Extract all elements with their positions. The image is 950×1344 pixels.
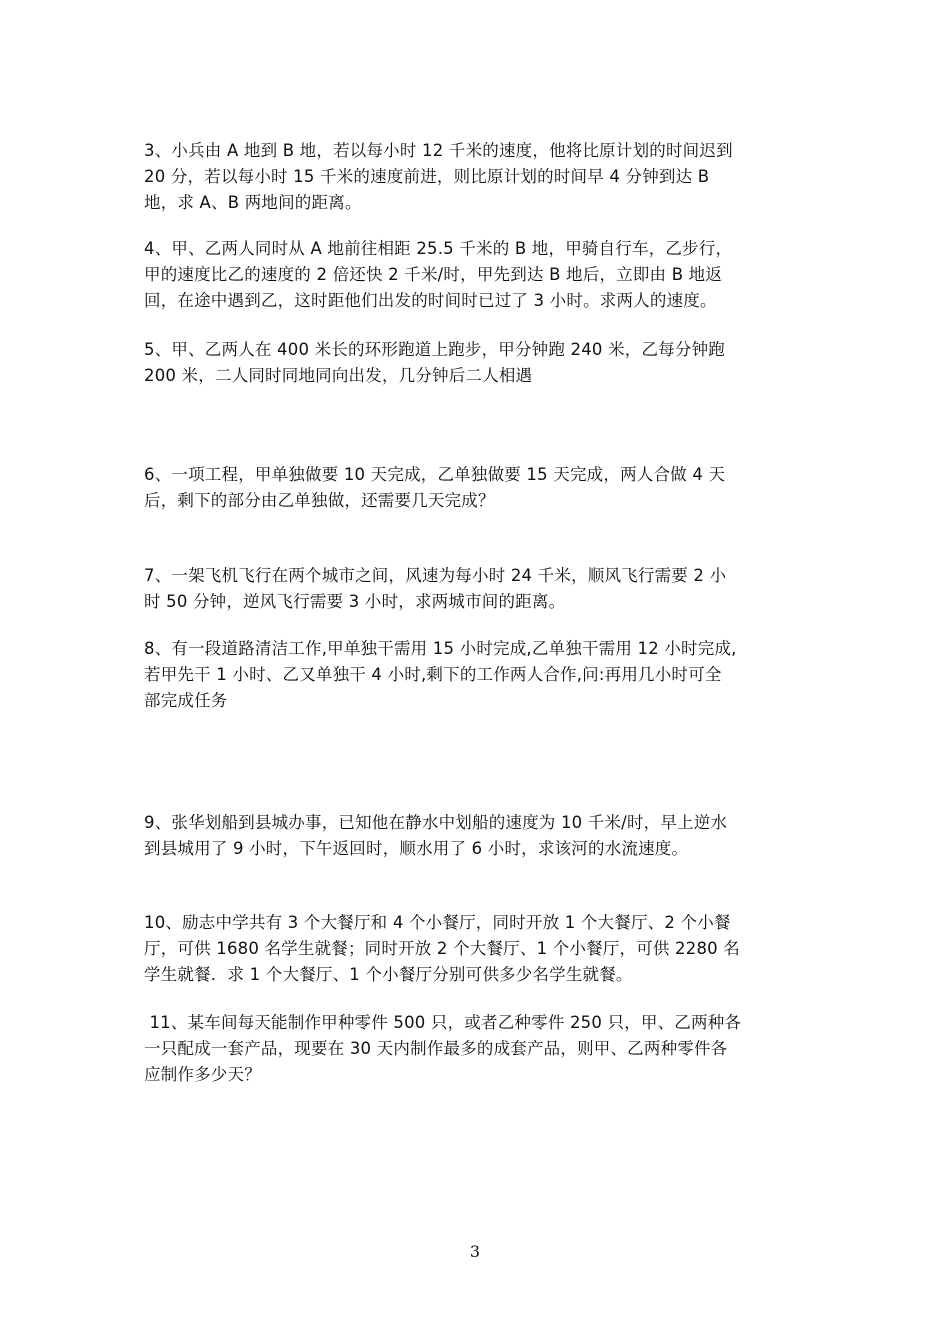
problem-line: 10、励志中学共有 3 个大餐厅和 4 个小餐厅，同时开放 1 个大餐厅、2 个小餐 bbox=[144, 913, 731, 932]
problem-line: 6、一项工程，甲单独做要 10 天完成，乙单独做要 15 天完成，两人合做 4 天 bbox=[144, 465, 726, 484]
problem-line: 5、甲、乙两人在 400 米长的环形跑道上跑步，甲分钟跑 240 米，乙每分钟跑 bbox=[144, 340, 725, 359]
problem-line: 11、某车间每天能制作甲种零件 500 只，或者乙种零件 250 只，甲、乙两种各 bbox=[144, 1013, 742, 1032]
problem-line: 地，求 A、B 两地间的距离。 bbox=[144, 193, 362, 212]
problem-line: 200 米，二人同时同地同向出发，几分钟后二人相遇 bbox=[144, 366, 533, 385]
problem-7 bbox=[144, 563, 814, 615]
problem-line: 后，剩下的部分由乙单独做，还需要几天完成？ bbox=[144, 491, 495, 510]
problem-line: 时 50 分钟，逆风飞行需要 3 小时，求两城市间的距离。 bbox=[144, 592, 566, 611]
problem-line: 回，在途中遇到乙，这时距他们出发的时间时已过了 3 小时。求两人的速度。 bbox=[144, 291, 717, 310]
problem-line: 到县城用了 9 小时，下午返回时，顺水用了 6 小时，求该河的水流速度。 bbox=[144, 839, 689, 858]
problem-5 bbox=[144, 337, 814, 389]
problem-line: 学生就餐．求 1 个大餐厅、1 个小餐厅分别可供多少名学生就餐。 bbox=[144, 965, 633, 984]
problem-line: 应制作多少天？ bbox=[144, 1065, 261, 1084]
problem-line: 7、一架飞机飞行在两个城市之间，风速为每小时 24 千米，顺风飞行需要 2 小 bbox=[144, 566, 727, 585]
problem-11 bbox=[144, 1010, 814, 1088]
page-number: 3 bbox=[469, 1242, 481, 1261]
problem-3 bbox=[144, 138, 814, 216]
problem-line: 8、有一段道路清洁工作,甲单独干需用 15 小时完成,乙单独干需用 12 小时完成, bbox=[144, 639, 737, 658]
problem-line: 20 分，若以每小时 15 千米的速度前进，则比原计划的时间早 4 分钟到达 B bbox=[144, 167, 710, 186]
problem-line: 厅，可供 1680 名学生就餐；同时开放 2 个大餐厅、1 个小餐厅，可供 2280 名 bbox=[144, 939, 740, 958]
problem-4 bbox=[144, 236, 814, 314]
problem-line: 一只配成一套产品，现要在 30 天内制作最多的成套产品，则甲、乙两种零件各 bbox=[144, 1039, 728, 1058]
problem-10 bbox=[144, 910, 814, 988]
problem-line: 若甲先干 1 小时、乙又单独干 4 小时,剩下的工作两人合作,问:再用几小时可全 bbox=[144, 665, 722, 684]
problem-8 bbox=[144, 636, 814, 714]
problem-line: 甲的速度比乙的速度的 2 倍还快 2 千米/时，甲先到达 B 地后，立即由 B 地返 bbox=[144, 265, 723, 284]
problem-line: 3、小兵由 A 地到 B 地，若以每小时 12 千米的速度，他将比原计划的时间迟到 bbox=[144, 141, 733, 160]
problem-line: 4、甲、乙两人同时从 A 地前往相距 25.5 千米的 B 地，甲骑自行车，乙步行， bbox=[144, 239, 733, 258]
problem-6 bbox=[144, 462, 814, 514]
problem-line: 部完成任务 bbox=[144, 691, 228, 710]
problem-9 bbox=[144, 810, 814, 862]
problem-line: 9、张华划船到县城办事，已知他在静水中划船的速度为 10 千米/时，早上逆水 bbox=[144, 813, 728, 832]
